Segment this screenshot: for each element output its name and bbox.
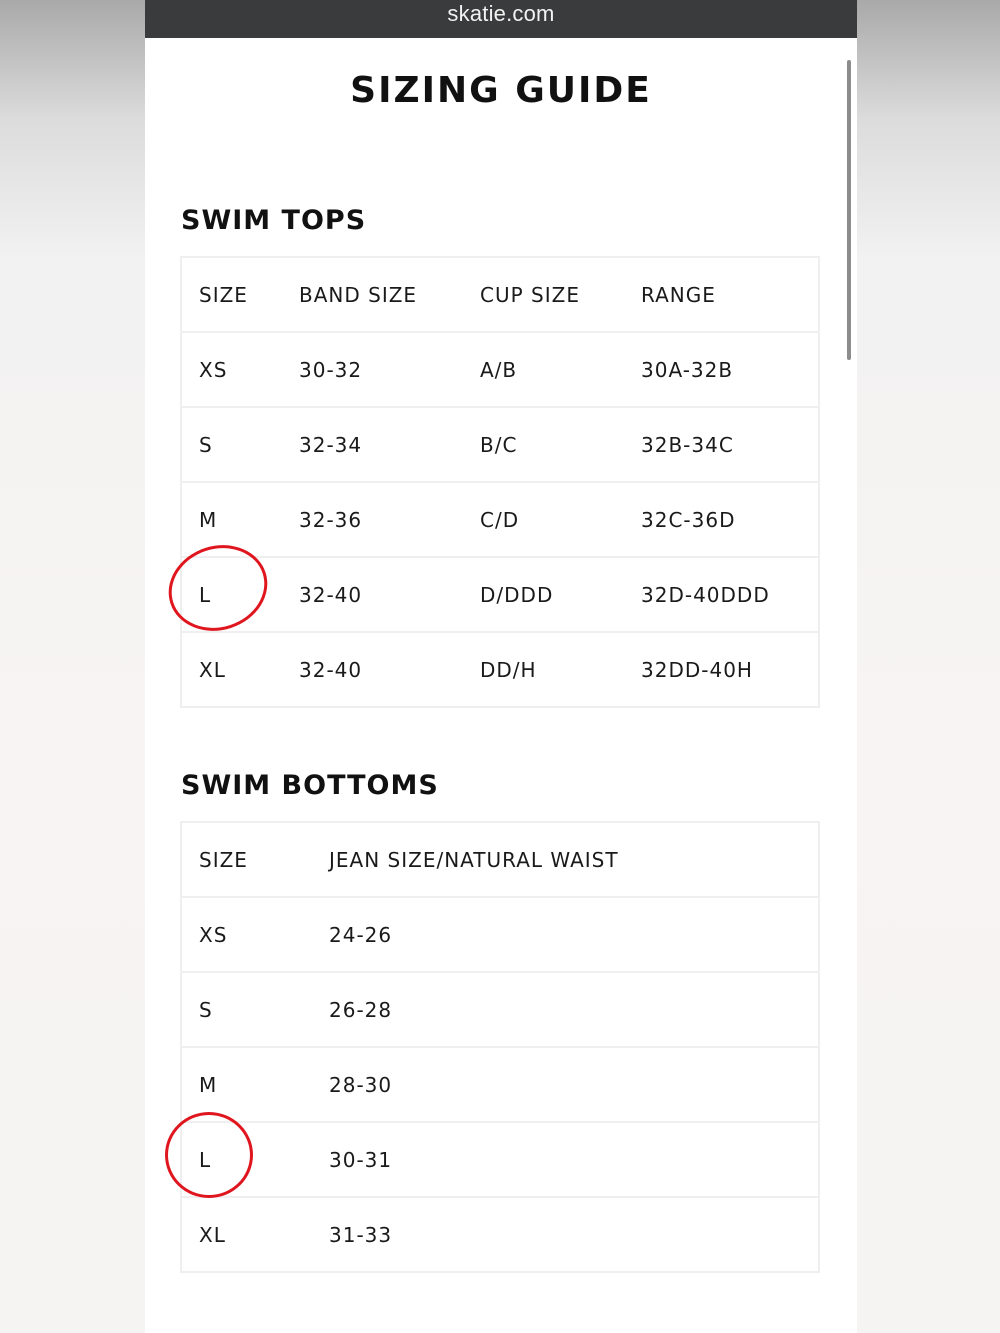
swim-bottoms-table [180,821,820,1273]
table-row [181,332,819,407]
waist-cell: 26-28 [329,972,819,1047]
browser-url-bar[interactable] [145,0,857,38]
waist-cell: 24-26 [329,897,819,972]
band-size-cell: 32-34 [299,407,480,482]
range-cell: 32D-40DDD [641,557,819,632]
waist-cell: 30-31 [329,1122,819,1197]
column-header-jean-size: JEAN SIZE/NATURAL WAIST [329,847,619,872]
band-size-cell: 32-36 [299,482,480,557]
table-row [181,972,819,1047]
range-cell: 32DD-40H [641,632,819,707]
table-row [181,407,819,482]
page-title: SIZING GUIDE [350,70,652,111]
cup-size-cell: DD/H [480,632,641,707]
column-header-range: RANGE [641,282,716,307]
size-cell: M [181,1047,329,1122]
size-cell: XL [181,632,299,707]
table-header-row [181,257,819,332]
swim-bottoms-heading: SWIM BOTTOMS [181,770,439,801]
phone-screen [145,0,857,1333]
range-cell: 32B-34C [641,407,819,482]
table-row [181,897,819,972]
table-row [181,1197,819,1272]
range-cell: 32C-36D [641,482,819,557]
size-cell: S [181,407,299,482]
table-row [181,557,819,632]
waist-cell: 28-30 [329,1047,819,1122]
range-cell: 30A-32B [641,332,819,407]
column-header-cup-size: CUP SIZE [480,282,580,307]
cup-size-cell: D/DDD [480,557,641,632]
band-size-cell: 32-40 [299,632,480,707]
column-header-band-size: BAND SIZE [299,282,418,307]
size-cell: XL [181,1197,329,1272]
cup-size-cell: B/C [480,407,641,482]
table-header-row [181,822,819,897]
band-size-cell: 32-40 [299,557,480,632]
swim-tops-heading: SWIM TOPS [181,205,367,236]
size-cell: L [181,1122,329,1197]
table-row [181,632,819,707]
column-header-size: SIZE [199,282,248,307]
size-cell: L [181,557,299,632]
cup-size-cell: A/B [480,332,641,407]
table-row [181,1047,819,1122]
size-cell: S [181,972,329,1047]
cup-size-cell: C/D [480,482,641,557]
table-row [181,482,819,557]
column-header-size: SIZE [199,847,248,872]
band-size-cell: 30-32 [299,332,480,407]
swim-tops-table [180,256,820,708]
waist-cell: 31-33 [329,1197,819,1272]
size-cell: XS [181,332,299,407]
size-cell: M [181,482,299,557]
table-row [181,1122,819,1197]
url-text: skatie.com [447,1,555,26]
size-cell: XS [181,897,329,972]
